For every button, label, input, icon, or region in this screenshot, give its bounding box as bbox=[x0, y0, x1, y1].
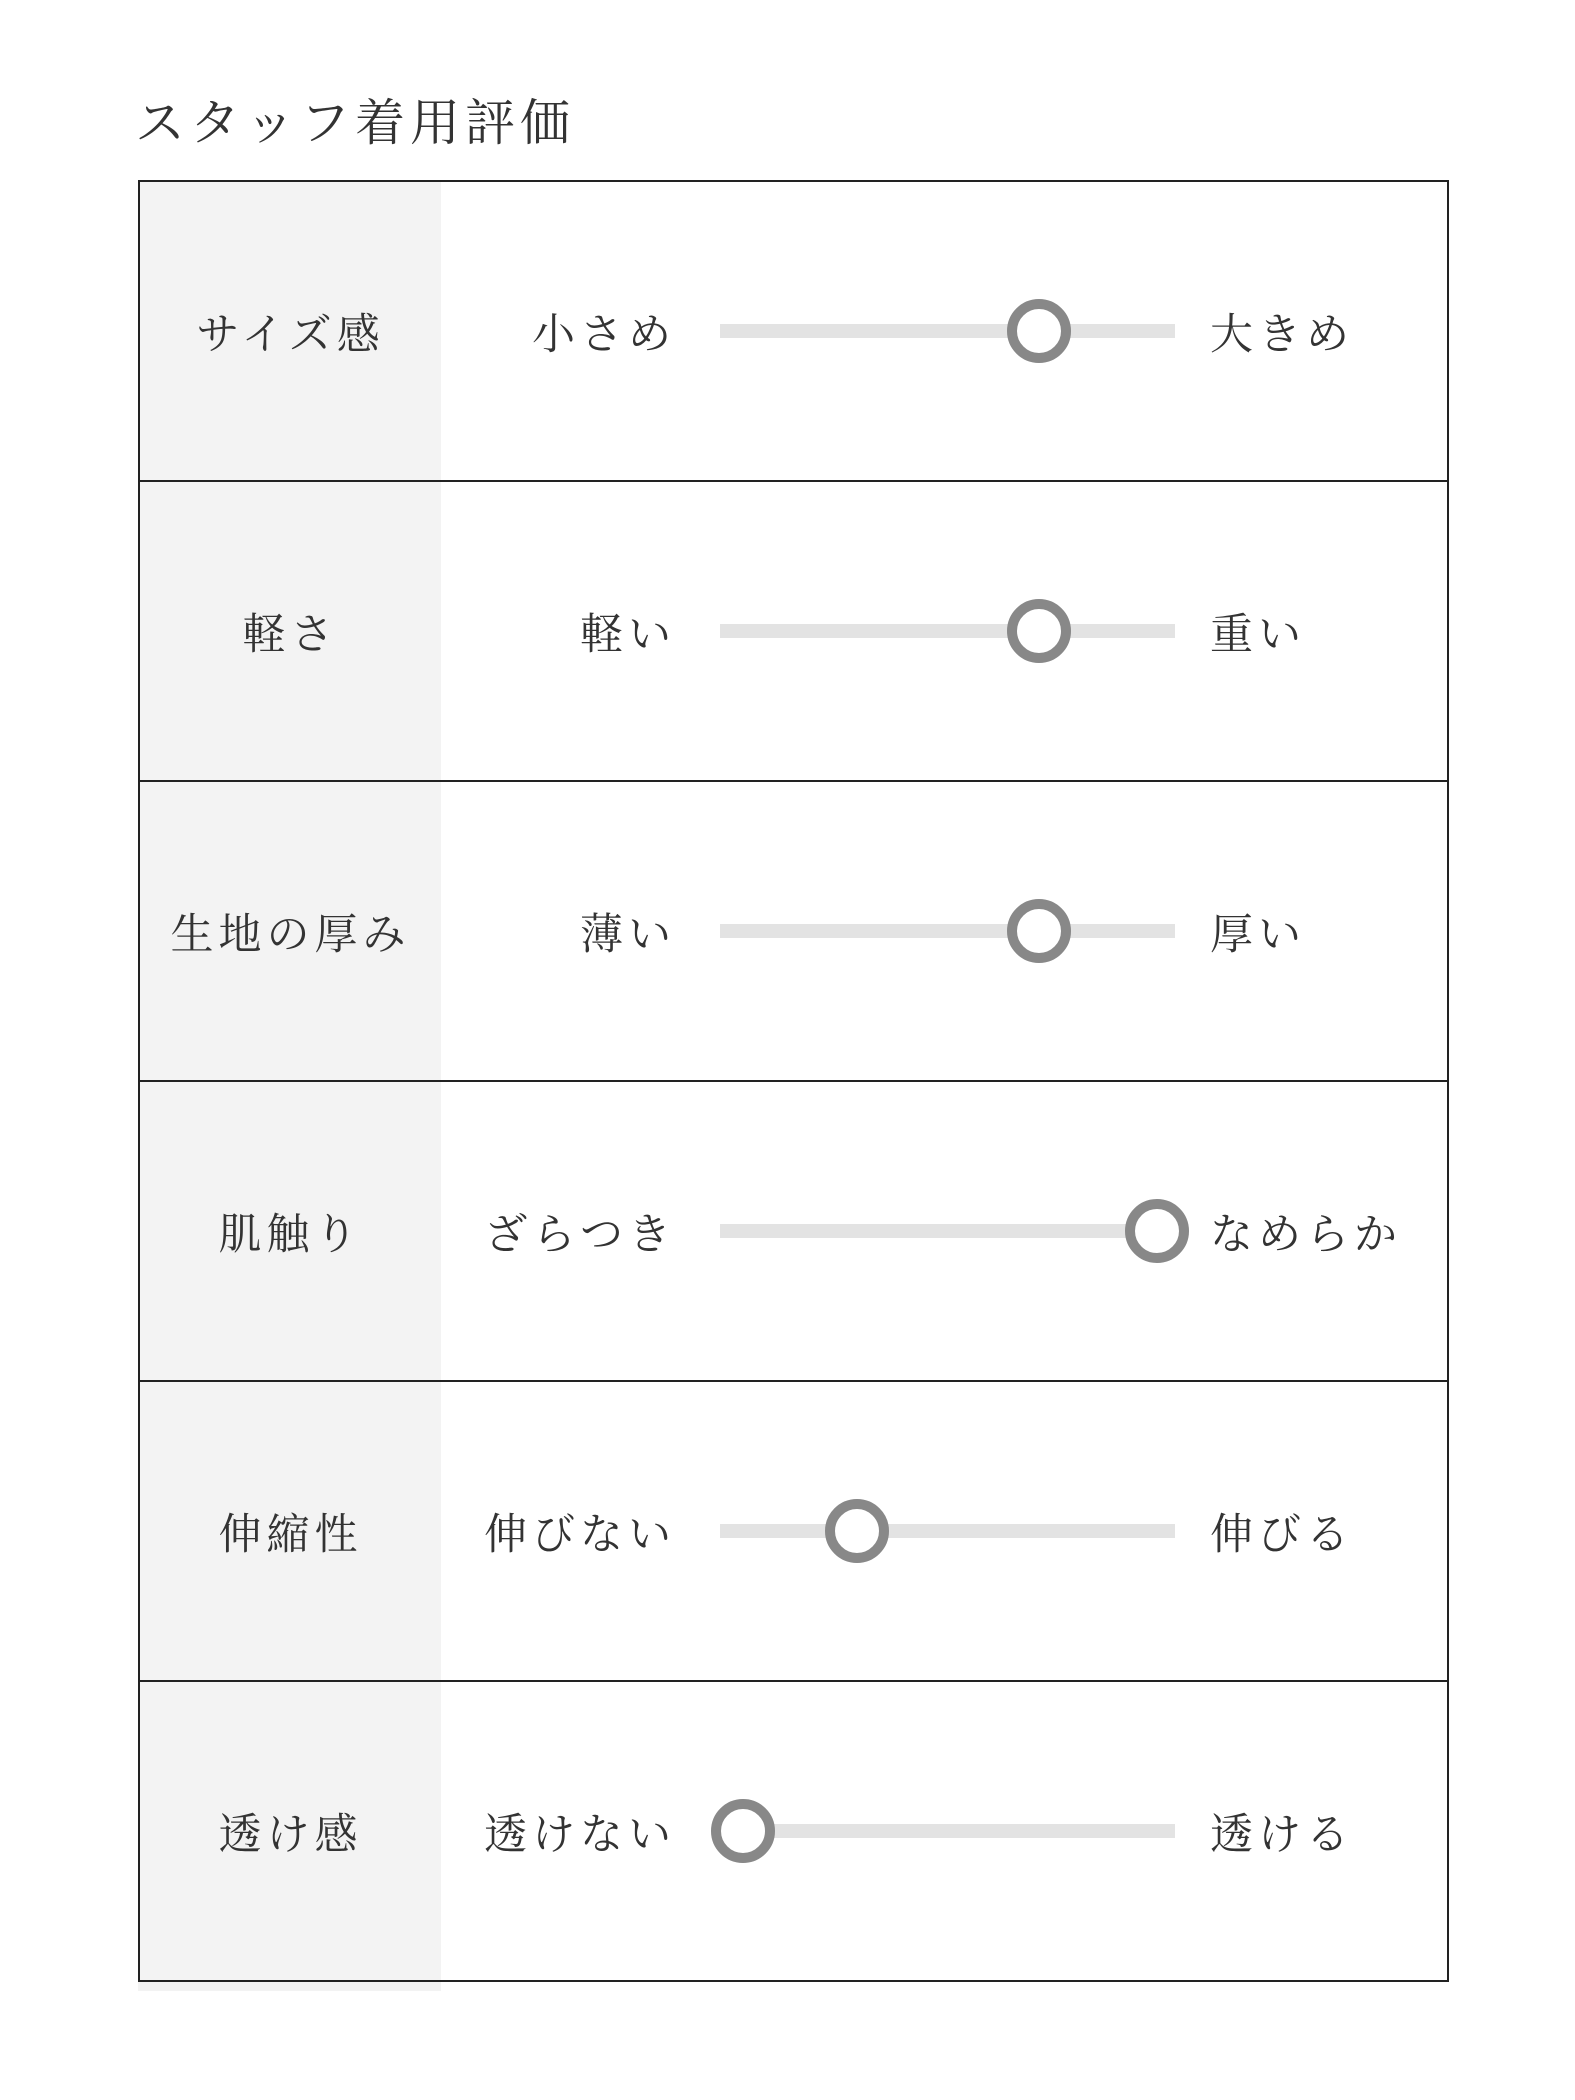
rating-slider-track bbox=[720, 324, 1175, 338]
evaluation-table bbox=[138, 180, 1449, 1982]
evaluation-row-sheerness bbox=[138, 1680, 1449, 1982]
rating-slider-track bbox=[720, 1824, 1175, 1838]
rating-slider-thumb bbox=[711, 1799, 775, 1863]
row-label: 透け感 bbox=[218, 1809, 363, 1860]
rating-slider-thumb bbox=[1007, 299, 1071, 363]
page-title: スタッフ着用評価 bbox=[135, 94, 575, 152]
scale-low-label: 小さめ bbox=[532, 309, 676, 360]
row-label: 肌触り bbox=[218, 1209, 363, 1260]
rating-slider-thumb bbox=[1007, 599, 1071, 663]
scale-high-label: 大きめ bbox=[1210, 309, 1354, 360]
rating-slider-track bbox=[720, 924, 1175, 938]
scale-high-label: 透ける bbox=[1210, 1809, 1354, 1860]
scale-low-label: 薄い bbox=[580, 909, 676, 960]
row-label: 生地の厚み bbox=[170, 909, 411, 960]
scale-high-label: 重い bbox=[1210, 609, 1306, 660]
evaluation-row-stretch bbox=[138, 1380, 1449, 1680]
rating-slider-track bbox=[720, 624, 1175, 638]
rating-slider-track bbox=[720, 1524, 1175, 1538]
scale-low-label: 軽い bbox=[580, 609, 676, 660]
rating-slider-track bbox=[720, 1224, 1175, 1238]
scale-low-label: 透けない bbox=[484, 1809, 676, 1860]
evaluation-row-lightness bbox=[138, 480, 1449, 780]
evaluation-row-thickness bbox=[138, 780, 1449, 1080]
evaluation-row-texture bbox=[138, 1080, 1449, 1380]
scale-low-label: 伸びない bbox=[484, 1509, 676, 1560]
scale-high-label: 厚い bbox=[1210, 909, 1306, 960]
rating-slider-thumb bbox=[1007, 899, 1071, 963]
scale-high-label: 伸びる bbox=[1210, 1509, 1354, 1560]
row-label: 軽さ bbox=[242, 609, 339, 660]
row-label: 伸縮性 bbox=[218, 1509, 363, 1560]
scale-high-label: なめらか bbox=[1210, 1209, 1402, 1260]
rating-slider-thumb bbox=[1125, 1199, 1189, 1263]
rating-slider-thumb bbox=[825, 1499, 889, 1563]
row-label: サイズ感 bbox=[196, 309, 385, 360]
evaluation-row-size bbox=[138, 180, 1449, 480]
scale-low-label: ざらつき bbox=[484, 1209, 676, 1260]
